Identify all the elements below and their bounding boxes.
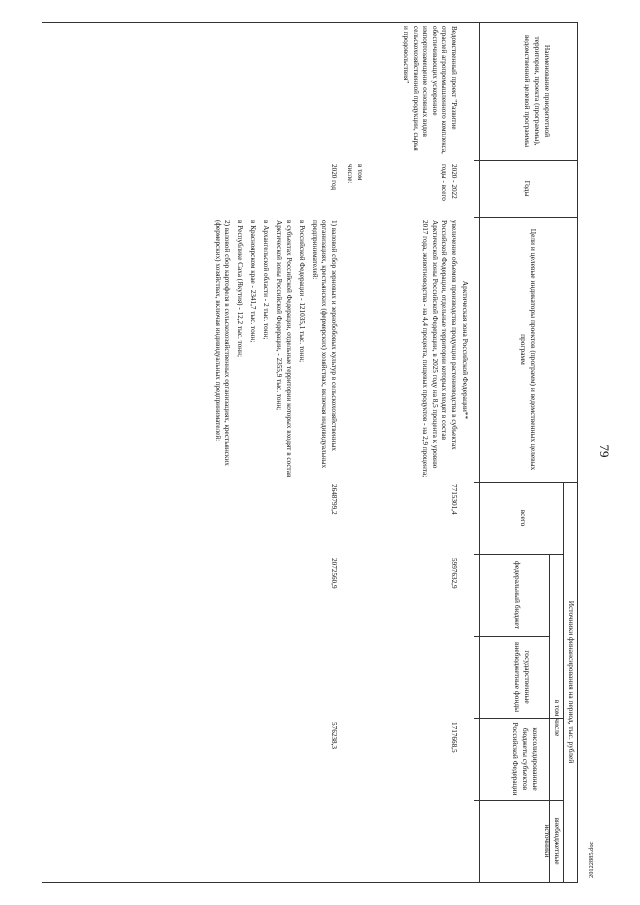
col-divider-years	[474, 160, 578, 161]
header-goals: Цели и целевые индикаторы проектов (программ) и ведомственных целевых программ	[519, 228, 538, 471]
header-sources: Источники финансирования на период, тыс. рублей	[567, 600, 576, 764]
header-bottom-border	[479, 22, 480, 882]
row1-consolidated: 1717668,5	[450, 722, 458, 753]
row2-goal-item: в Красноярском крае - 2341,7 тыс. тонн;	[249, 220, 258, 343]
row2-years: 2020 год	[330, 164, 338, 190]
row1-federal: 5997632,9	[450, 558, 458, 589]
rotated-table-page	[42, 22, 612, 882]
document-id: 20122885.doc	[588, 841, 595, 878]
row2-goal-item: в Российской Федерации - 121035,1 тыс. тонн;	[297, 220, 306, 363]
header-consolidated: консолидированные бюджеты субъектов Российской Федерации	[511, 722, 540, 796]
table-left-border	[42, 22, 578, 23]
row2-goal-item: в субъектах Российской Федерации, отдельные территории которых входят в состав Арктической зоны Российской Федерации, - 2355,9 тыс. тонн;	[275, 220, 293, 478]
row2-goal-item: 2) валовой сбор картофеля в сельскохозяйственных организациях, крестьянских (фермерских) хозяйствах, включая индивидуальных предпринимателей:	[213, 220, 232, 466]
table-top-border	[577, 22, 578, 882]
header-state-funds: государственные внебюджетные фонды	[513, 641, 532, 713]
section-title: Арктическая зона Российской Федерации**	[461, 280, 470, 420]
row2-consolidated: 576238,3	[330, 722, 338, 749]
col-divider-federal	[474, 554, 564, 555]
row2-goal-item: в Республике Саха (Якутия) - 12,2 тыс. тонн;	[236, 220, 245, 357]
row2-goal-item: в Архангельской области - 2 тыс. тонн;	[262, 220, 271, 340]
col-divider-total	[474, 482, 578, 483]
row1-total: 7715301,4	[450, 484, 458, 515]
row2-goal-item: 1) валовой сбор зерновых и зернобобовых культур в сельскохозяйственных организациях, крестьянских (фермерских) хозяйствах, включая индивидуальных предпринимателей:	[310, 220, 338, 469]
project-name: Ведомственный проект "Развитие отраслей агропромышленного комплекса, обеспечивающих ускоренное импортозамещение основных видов сельскохозяйственной продукции, сырья и продовольствия"	[402, 26, 458, 154]
page-number: 79	[597, 444, 612, 458]
table-right-border	[42, 882, 578, 883]
header-federal: федеральный бюджет	[513, 560, 522, 630]
row1-goal: увеличение объемов производства продукции растениеводства в субъектах Российской Федерации, отдельные территории которых входят в состав Арктической зоны Российской Федерации, в 2025 году на 8,5 процента к уровню 2017 года, животноводства - на 4,4 процента, пищевых продуктов - на 2,9 процента;	[421, 220, 458, 478]
row1-years: 2020 - 2022 годы - всего	[440, 164, 458, 201]
header-including: в том числе	[553, 699, 562, 737]
header-extra: внебюджетные источники	[543, 817, 562, 865]
including-label: в том числе:	[346, 164, 364, 184]
col-divider-goals	[474, 217, 578, 218]
row2-total: 2648799,2	[330, 484, 338, 515]
col-divider-extra	[474, 800, 564, 801]
row2-goals	[209, 220, 338, 482]
col-divider-consolidated	[474, 718, 564, 719]
header-total: всего	[519, 509, 528, 527]
header-years: Годы	[523, 180, 532, 197]
sources-header-divider	[563, 482, 564, 882]
col-divider-state-funds	[474, 636, 550, 637]
row2-federal: 2072560,9	[330, 558, 338, 589]
header-name: Наименование приоритетной территории, проекта (программы), ведомственной целевой программы	[523, 34, 552, 148]
